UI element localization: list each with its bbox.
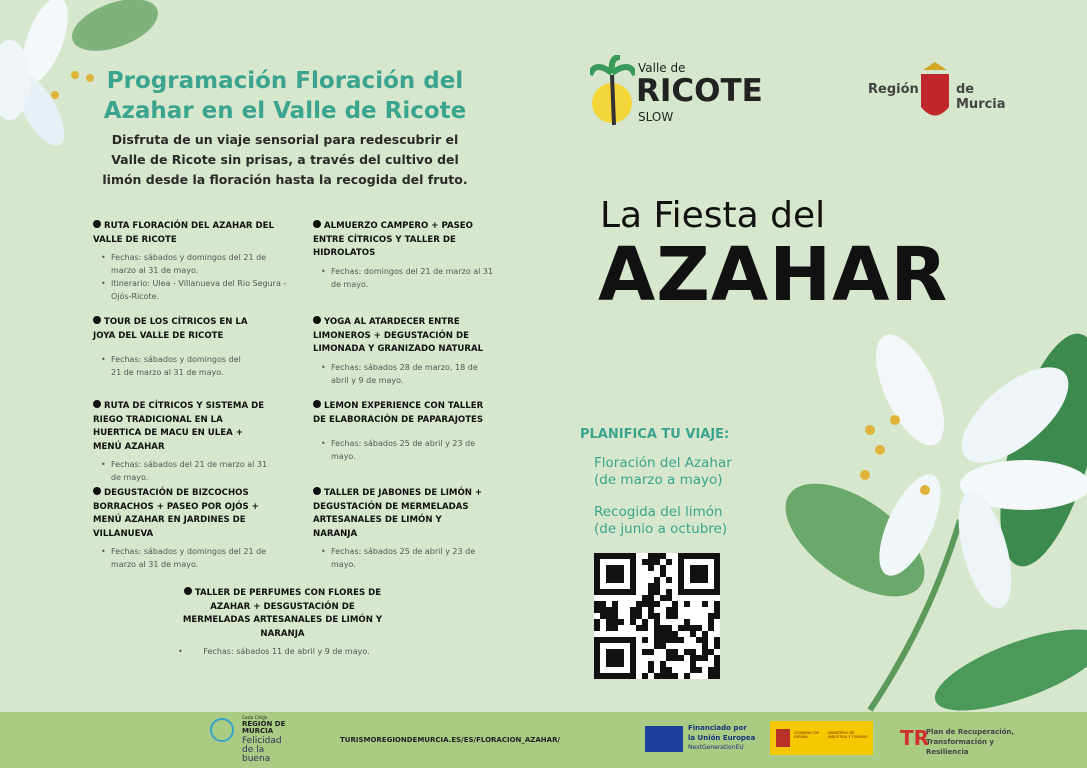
activity-item: TOUR DE LOS CÍTRICOS EN LA JOYA DEL VALLE DE RICOTE • Fechas: sábados y domingos del 21 de marzo al 31 de mayo. (93, 316, 253, 379)
eu-flag-icon (645, 726, 683, 752)
region-murcia-logo-icon (208, 716, 236, 744)
footer: Costa Cálida REGIÓN DE MURCIA Felicidad de la buena TURISMOREGIONDEMURCIA.ES/ES/FLORACION_AZAHAR/ Financiado por la Unión Europea NextGenerationEU GOBIERNO DE ESPAÑA MINISTERIO DE INDUSTRIA Y TURISMO TR Plan de Recuperación, Transformación y Resiliencia (0, 712, 1087, 768)
plan-heading: PLANIFICA TU VIAJE: (580, 427, 730, 442)
plan-item: Recogida del limón (de junio a octubre) (594, 504, 728, 537)
tourism-url-link[interactable]: TURISMOREGIONDEMURCIA.ES/ES/FLORACION_AZAHAR/ (340, 736, 561, 744)
region-de-murcia-logo: Región de Murcia (868, 62, 1028, 127)
activity-item: TALLER DE JABONES DE LIMÓN + DEGUSTACIÓN DE MERMELADAS ARTESANALES DE LIMÓN Y NARANJA • Fechas: sábados 25 de abril y 23 de mayo. (313, 487, 488, 571)
palm-lemon-icon (590, 55, 635, 130)
activity-item: ALMUERZO CAMPERO + PASEO ENTRE CÍTRICOS Y TALLER DE HIDROLATOS • Fechas: domingos del 21 de marzo al 31 de mayo. (313, 220, 503, 291)
valle-de-ricote-logo: Valle de RICOTE SLOW (590, 55, 775, 130)
flower-illustration-right (760, 320, 1087, 712)
activity-item: YOGA AL ATARDECER ENTRE LIMONEROS + DEGUSTACIÓN DE LIMONADA Y GRANIZADO NATURAL • Fechas: sábados 28 de marzo, 18 de abril y 9 de mayo. (313, 316, 488, 387)
hero-subtitle: La Fiesta del (600, 195, 826, 236)
activity-item: RUTA DE CÍTRICOS Y SISTEMA DE RIEGO TRADICIONAL EN LA HUERTICA DE MACU EN ULEA + MENÚ AZAHAR • Fechas: sábados del 21 de marzo al 31 de mayo. (93, 400, 268, 484)
qr-code[interactable] (594, 553, 720, 679)
gobierno-espana-logo: GOBIERNO DE ESPAÑA MINISTERIO DE INDUSTRIA Y TURISMO (770, 721, 873, 755)
intro-text: Disfruta de un viaje sensorial para redescubrir el Valle de Ricote sin prisas, a través del cultivo del limón desde la floración hasta la recogida del fruto. (102, 132, 468, 187)
hero-title: AZAHAR (598, 232, 949, 318)
activity-item: TALLER DE PERFUMES CON FLORES DE AZAHAR + DESGUSTACIÓN DE MERMELADAS ARTESANALES DE LIMÓN Y NARANJA • Fechas: sábados 11 de abril y 9 de mayo. (180, 587, 385, 658)
plan-item: Floración del Azahar (de marzo a mayo) (594, 455, 732, 488)
activity-item: DEGUSTACIÓN DE BIZCOCHOS BORRACHOS + PASEO POR OJÓS + MENÚ AZAHAR EN JARDINES DE VILLANUEVA • Fechas: sábados y domingos del 21 de marzo al 31 de mayo. (93, 487, 283, 571)
page-title: Programación Floración del Azahar en el Valle de Ricote (103, 68, 467, 124)
coat-of-arms-icon (918, 62, 952, 124)
activity-item: LEMON EXPERIENCE CON TALLER DE ELABORACIÓN DE PAPARAJOTES • Fechas: sábados 25 de abril y 23 de mayo. (313, 400, 493, 463)
activity-item: RUTA FLORACIÓN DEL AZAHAR DEL VALLE DE RICOTE • Fechas: sábados y domingos del 21 de marzo al 31 de mayo. • Itinerario: Ulea - Villanueva del Rio Segura - Ojós-Ricote. (93, 220, 293, 303)
spain-shield-icon (776, 729, 790, 747)
prtr-logo-icon: TR (900, 726, 930, 750)
